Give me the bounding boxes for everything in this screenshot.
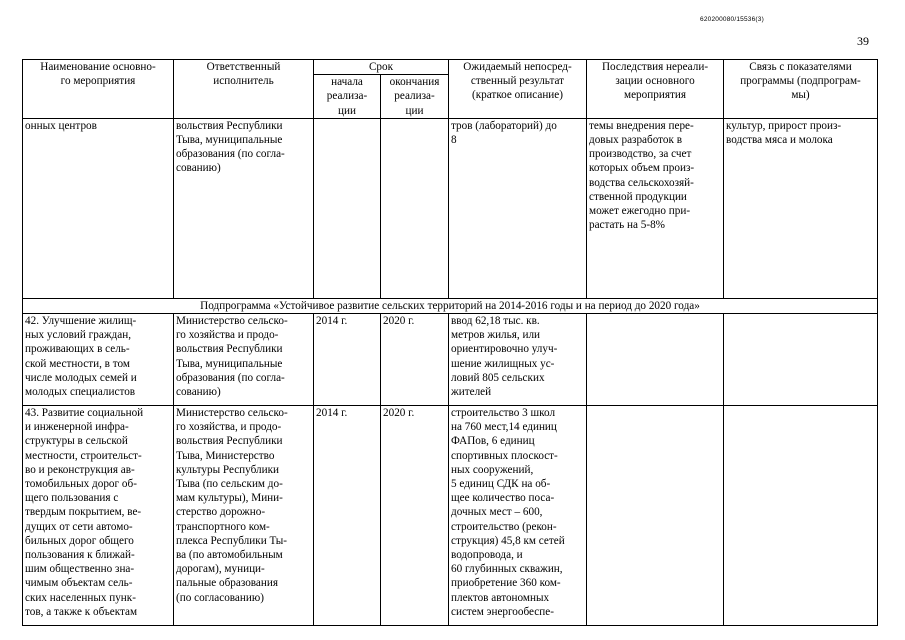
header-end: окончания реализа- ции <box>381 75 449 119</box>
cell-end: 2020 г. <box>381 314 449 406</box>
cell-end: 2020 г. <box>381 406 449 626</box>
cell-consequences <box>587 406 724 626</box>
cell-start <box>314 118 381 298</box>
subprogram-row <box>23 298 878 313</box>
cell-expected-result: ввод 62,18 тыс. кв. метров жилья, или ориентировочно улуч- шение жилищных ус- ловий 805 сельских жителей <box>449 314 587 406</box>
cell-indicator-link <box>724 314 878 406</box>
cell-indicator-link <box>724 406 878 626</box>
header-expected-result: Ожидаемый непосред- ственный результат (краткое описание) <box>449 60 587 119</box>
cell-executor: Министерство сельско- го хозяйства, и продо- вольствия Республики Тыва, Министерство культуры Республики Тыва (по сельским до- мам культуры), Мини- стерство дорожно- транспортного ком- плекса Республики Ты- ва (по автомобильным дорогам), муници- пальные образования (по согласованию) <box>174 406 314 626</box>
header-measure-name: Наименование основно- го мероприятия <box>23 60 174 119</box>
cell-start: 2014 г. <box>314 314 381 406</box>
cell-executor: вольствия Республики Тыва, муниципальные образования (по согла- сованию) <box>174 118 314 298</box>
subprogram-title: Подпрограмма «Устойчивое развитие сельских территорий на 2014-2016 годы и на период до 2020 года» <box>23 298 878 313</box>
measures-table <box>22 59 878 626</box>
cell-consequences: темы внедрения пере- довых разработок в производство, за счет которых объем произ- водства сельскохозяй- ственной продукции может ежегодно при- растать на 5-8% <box>587 118 724 298</box>
cell-indicator-link: культур, прирост произ- водства мяса и молока <box>724 118 878 298</box>
cell-measure-name: онных центров <box>23 118 174 298</box>
header-term: Срок <box>314 60 449 75</box>
cell-measure-name: 43. Развитие социальной и инженерной инфра- структуры в сельской местности, строительст- во и реконструкция ав- томобильных дорог об- щего пользования с твердым покрытием, ве- дущих от сети автомо- бильных дорог общего пользования к ближай- шим общественно зна- чимым объектам сель- ских населенных пунк- тов, а также к объектам <box>23 406 174 626</box>
header-consequences: Последствия нереали- зации основного мероприятия <box>587 60 724 119</box>
table-row <box>23 118 878 298</box>
header-indicator-link: Связь с показателями программы (подпрограм- мы) <box>724 60 878 119</box>
header-executor: Ответственный исполнитель <box>174 60 314 119</box>
cell-expected-result: строительство 3 школ на 760 мест,14 единиц ФАПов, 6 единиц спортивных плоскост- ных сооружений, 5 единиц СДК на об- щее количество поса- дочных мест – 600, строительство (рекон- струкция) 45,8 км сетей водопровода, и 60 глубинных скважин, приобретение 360 ком- плектов автономных систем энергообеспе- <box>449 406 587 626</box>
table-row <box>23 406 878 626</box>
cell-consequences <box>587 314 724 406</box>
cell-measure-name: 42. Улучшение жилищ- ных условий граждан, проживающих в сель- ской местности, в том числе молодых семей и молодых специалистов <box>23 314 174 406</box>
header-row <box>23 60 878 75</box>
cell-expected-result: тров (лабораторий) до 8 <box>449 118 587 298</box>
document-id: 620200080/15536(3) <box>700 16 764 23</box>
cell-executor: Министерство сельско- го хозяйства и продо- вольствия Республики Тыва, муниципальные образования (по согла- сованию) <box>174 314 314 406</box>
header-start: начала реализа- ции <box>314 75 381 119</box>
page-number: 39 <box>857 34 869 48</box>
table-row <box>23 314 878 406</box>
cell-start: 2014 г. <box>314 406 381 626</box>
cell-end <box>381 118 449 298</box>
